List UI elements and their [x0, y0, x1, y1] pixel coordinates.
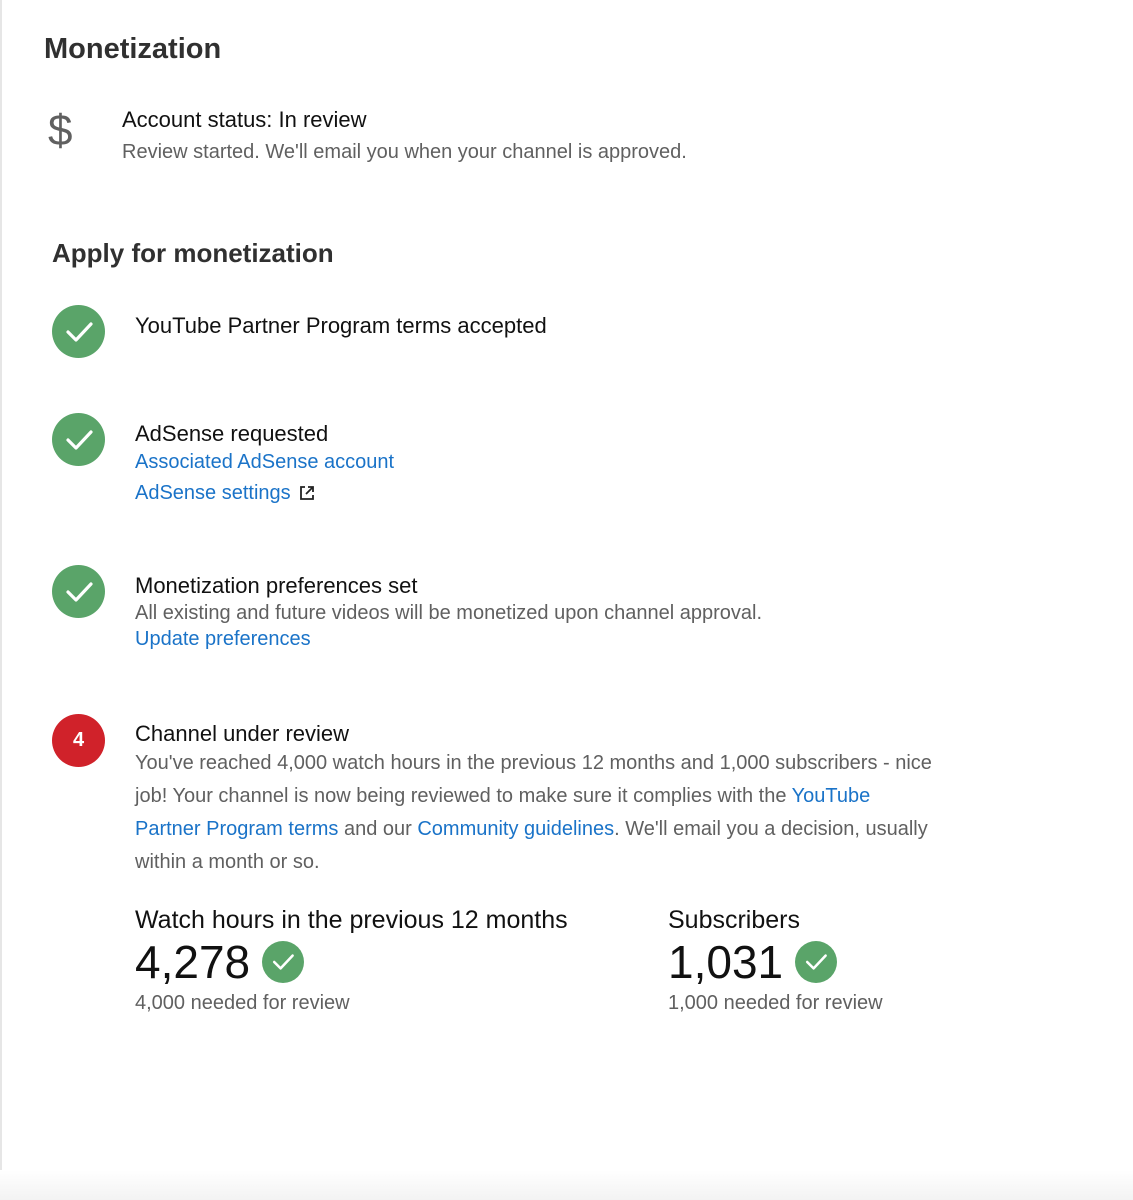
metric-label: Subscribers [668, 906, 800, 934]
adsense-settings-label: AdSense settings [135, 482, 291, 504]
adsense-settings-link[interactable] [135, 482, 315, 505]
step-description: All existing and future videos will be monetized upon channel approval. [135, 602, 763, 624]
external-link-icon [299, 485, 315, 501]
check-icon [262, 941, 304, 983]
apply-section-title: Apply for monetization [52, 238, 334, 268]
step-title: YouTube Partner Program terms accepted [135, 313, 547, 338]
step-complete-badge [52, 413, 105, 466]
account-status-title: Account status: In review [122, 107, 367, 132]
step-complete-badge [52, 565, 105, 618]
metric-label: Watch hours in the previous 12 months [135, 906, 568, 934]
page-title: Monetization [44, 33, 222, 65]
step-title: Monetization preferences set [135, 573, 418, 598]
check-icon [795, 941, 837, 983]
check-icon [64, 320, 94, 344]
review-text-part3: . We'll email you a decision, usually within a month or so. [135, 818, 928, 873]
check-icon [64, 580, 94, 604]
check-icon [64, 428, 94, 452]
metric-value: 1,031 [668, 936, 784, 988]
step-description [135, 747, 935, 879]
update-preferences-link[interactable]: Update preferences [135, 628, 311, 650]
dollar-icon: $ [48, 106, 73, 155]
metric-requirement: 4,000 needed for review [135, 991, 350, 1014]
step-complete-badge [52, 305, 105, 358]
review-text-part1: You've reached 4,000 watch hours in the previous 12 months and 1,000 subscribers - nice job! Your channel is now being reviewed to make sure it complies with the [135, 752, 932, 807]
step-number-badge: 4 [52, 714, 105, 767]
step-title: AdSense requested [135, 421, 329, 446]
community-guidelines-link[interactable]: Community guidelines [417, 818, 615, 840]
metric-value: 4,278 [135, 936, 251, 988]
step-title: Channel under review [135, 721, 350, 746]
metric-requirement: 1,000 needed for review [668, 991, 883, 1014]
subscribers-metric [668, 906, 883, 1015]
partner-program-terms-link[interactable]: YouTube Partner Program terms [135, 785, 871, 840]
associated-adsense-account-link[interactable]: Associated AdSense account [135, 451, 395, 473]
account-status-subtitle: Review started. We'll email you when your channel is approved. [122, 141, 687, 163]
review-text-part2: and our [338, 818, 418, 840]
watch-hours-metric [135, 906, 568, 1015]
window-bottom-edge [0, 1170, 1133, 1200]
window-left-border [0, 0, 2, 1200]
